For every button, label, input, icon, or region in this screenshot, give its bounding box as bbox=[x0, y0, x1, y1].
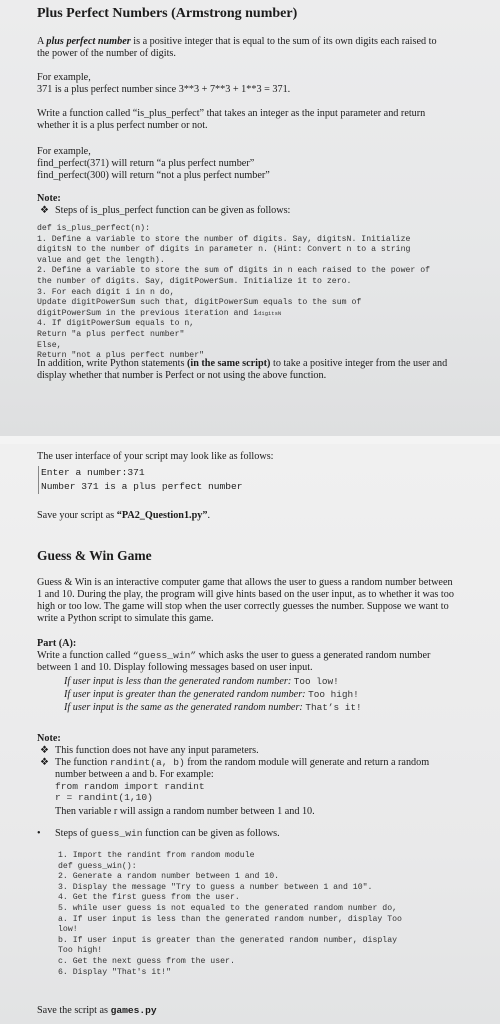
randint-after: Then variable r will assign a random number between 1 and 10. bbox=[55, 806, 315, 817]
code-line: b. If user input is greater than the generated random number, display bbox=[58, 935, 398, 945]
save-pre: Save your script as bbox=[37, 510, 117, 521]
code-line: 1. Define a variable to store the number of digits. Say, digitsN. Initialize bbox=[37, 234, 411, 244]
write-fn-line-2: whether it is a plus perfect number or not. bbox=[37, 120, 208, 131]
code-line: 4. Get the first guess from the user. bbox=[58, 893, 240, 903]
code-line bbox=[37, 309, 430, 320]
bullet-icon: ❖ bbox=[40, 757, 50, 768]
intro-lead: A bbox=[37, 36, 47, 47]
sheet-gap bbox=[0, 436, 500, 444]
code-line: value and get the length). bbox=[37, 255, 165, 265]
note-label: Note: bbox=[37, 193, 61, 204]
save-post: . bbox=[207, 510, 211, 521]
rule-cond: If user input is less than the generated random number: bbox=[64, 676, 294, 687]
intro-line-2: the power of the number of digits. bbox=[37, 48, 176, 59]
intro-line-1 bbox=[37, 36, 437, 48]
desc-line-1: Guess & Win is an interactive computer game that allows the user to guess a random number between bbox=[37, 577, 453, 588]
save2-pre: Save the script as bbox=[37, 1005, 111, 1016]
example2-line-3: find_perfect(300) will return “not a plus perfect number” bbox=[37, 170, 270, 181]
code-line-text: digitPowerSum in the previous iteration and i bbox=[37, 308, 259, 318]
note-no-params: This function does not have any input parameters. bbox=[55, 745, 259, 756]
save2-line bbox=[37, 1005, 157, 1017]
code-line: 2. Generate a random number between 1 and 10. bbox=[58, 872, 280, 882]
steps2-post: function can be given as follows. bbox=[142, 828, 280, 839]
code-line: 2. Define a variable to store the sum of digits in n each raised to the power of bbox=[37, 266, 431, 276]
part-a-pre: Write a function called bbox=[37, 650, 133, 661]
code-line: 3. For each digit i in n do, bbox=[37, 287, 175, 297]
addition-line-1 bbox=[37, 358, 447, 370]
part-a-post: which asks the user to guess a generated random number bbox=[196, 650, 431, 661]
example1-line-1: For example, bbox=[37, 72, 91, 83]
steps2-fn: guess_win bbox=[90, 828, 143, 839]
code-line: Update digitPowerSum such that, digitPowerSum equals to the sum of bbox=[37, 298, 362, 308]
part-a-fn: “guess_win” bbox=[132, 650, 197, 661]
note-randint-line-2: number between a and b. For example: bbox=[55, 769, 214, 780]
steps-intro: Steps of is_plus_perfect function can be given as follows: bbox=[55, 205, 291, 216]
rule-less bbox=[64, 676, 339, 688]
note-randint-line-1 bbox=[55, 757, 429, 769]
rule-cond: If user input is the same as the generated random number: bbox=[64, 702, 306, 713]
example2-line-2: find_perfect(371) will return “a plus perfect number” bbox=[37, 158, 255, 169]
bullet-icon: ❖ bbox=[40, 745, 50, 756]
code-line: def is_plus_perfect(n): bbox=[37, 224, 151, 233]
code-line: Else, bbox=[37, 340, 62, 350]
addition-bold: (in the same script) bbox=[186, 358, 271, 369]
code-line: 1. Import the randint from random module bbox=[58, 851, 255, 860]
code-line: digitsN to the number of digits in parameter n. (Hint: Convert n to a string bbox=[37, 245, 411, 255]
example1-line-2: 371 is a plus perfect number since 3**3 + 7**3 + 1**3 = 371. bbox=[37, 84, 291, 95]
code-line: r = randint(1,10) bbox=[55, 792, 153, 803]
desc-line-3: high or too low. The game will stop when the user correctly guesses the number. Suppose we want to bbox=[37, 601, 449, 612]
rule-msg: That’s it! bbox=[305, 702, 362, 713]
note2-label: Note: bbox=[37, 733, 61, 744]
code-block-guess-win bbox=[58, 851, 402, 978]
bullet-icon: ❖ bbox=[40, 205, 50, 216]
rule-greater bbox=[64, 689, 359, 701]
code-line: the number of digits. Say, digitPowerSum. Initialize it to zero. bbox=[37, 276, 352, 286]
steps2-intro bbox=[55, 828, 280, 840]
code-line: def guess_win(): bbox=[58, 861, 137, 871]
save-line-1 bbox=[37, 510, 210, 522]
superscript: digitsN bbox=[258, 309, 282, 317]
console-line-1: Enter a number:371 bbox=[41, 467, 145, 478]
example2-line-1: For example, bbox=[37, 146, 91, 157]
rule-msg: Too low! bbox=[293, 676, 339, 687]
code-line: low! bbox=[58, 925, 78, 935]
code-line: 4. If digitPowerSum equals to n, bbox=[37, 319, 195, 329]
bullet-dot-icon: • bbox=[37, 828, 41, 839]
save2-filename: games.py bbox=[110, 1005, 157, 1016]
note-randint-pre: The function bbox=[55, 757, 110, 768]
intro-term: plus perfect number bbox=[46, 36, 131, 47]
desc-line-4: write a Python script to simulate this game. bbox=[37, 613, 214, 624]
rule-msg: Too high! bbox=[308, 689, 359, 700]
randint-post: from the random module will generate and return a random bbox=[184, 757, 430, 768]
ui-intro: The user interface of your script may look like as follows: bbox=[37, 451, 274, 462]
rule-same bbox=[64, 702, 362, 714]
code-line: 3. Display the message "Try to guess a number between 1 and 10". bbox=[58, 882, 373, 892]
code-line: c. Get the next guess from the user. bbox=[58, 956, 235, 966]
addition-post: to take a positive integer from the user and bbox=[270, 358, 448, 369]
code-line: Return "not a plus perfect number" bbox=[37, 351, 205, 361]
console-border bbox=[38, 466, 39, 494]
intro-rest: is a positive integer that is equal to the sum of its own digits each raised to bbox=[130, 36, 437, 47]
write-fn-line-1: Write a function called “is_plus_perfect” that takes an integer as the input parameter and return bbox=[37, 108, 426, 119]
code-line: a. If user input is less than the generated random number, display Too bbox=[58, 914, 402, 924]
steps2-pre: Steps of bbox=[55, 828, 91, 839]
addition-line-2: display whether that number is Perfect or not using the above function. bbox=[37, 370, 327, 381]
save-filename: “PA2_Question1.py” bbox=[116, 510, 208, 521]
console-line-2: Number 371 is a plus perfect number bbox=[41, 481, 243, 492]
randint-fn: randint(a, b) bbox=[109, 757, 185, 768]
code-line: 6. Display "That's it!" bbox=[58, 967, 172, 977]
code-line: Too high! bbox=[58, 946, 103, 956]
addition-pre: In addition, write Python statements bbox=[37, 358, 187, 369]
part-a-line-2: between 1 and 10. Display following messages based on user input. bbox=[37, 662, 313, 673]
part-a-label: Part (A): bbox=[37, 638, 77, 649]
part-a-line-1 bbox=[37, 650, 430, 662]
code-line: 5. while user guess is not equaled to the generated random number do, bbox=[58, 903, 398, 913]
rule-cond: If user input is greater than the generated random number: bbox=[64, 689, 309, 700]
code-line: Return "a plus perfect number" bbox=[37, 329, 185, 339]
randint-code bbox=[55, 781, 205, 803]
section-title-guess-win: Guess & Win Game bbox=[37, 548, 152, 563]
code-block-is-plus-perfect bbox=[37, 224, 430, 362]
code-line: from random import randint bbox=[55, 781, 205, 792]
desc-line-2: 1 and 10. During the play, the program will give hints based on the user input, as to whether it was too bbox=[37, 589, 454, 600]
section-title-plus-perfect: Plus Perfect Numbers (Armstrong number) bbox=[37, 6, 298, 21]
